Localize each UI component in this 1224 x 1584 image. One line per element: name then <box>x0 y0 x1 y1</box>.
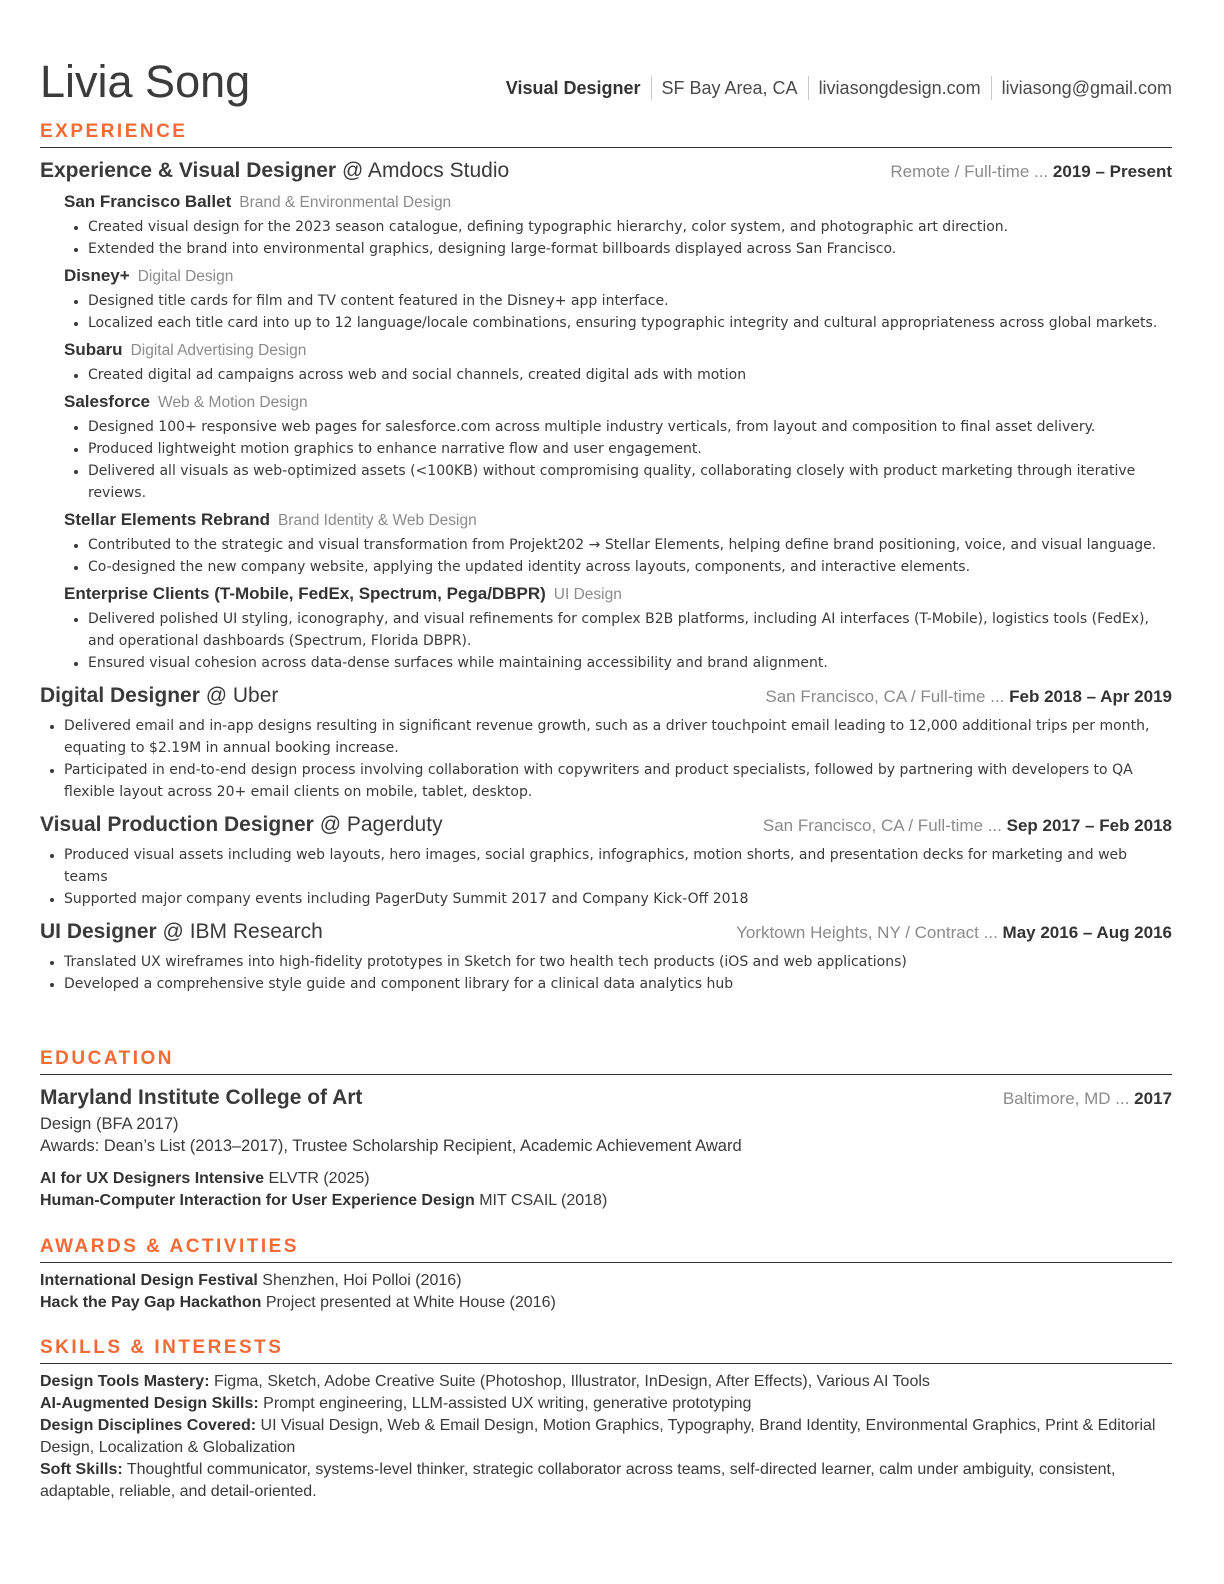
course-detail: ELVTR (2025) <box>268 1170 370 1187</box>
bullet-item: • Delivered all visuals as web-optimized assets (<100KB) without compromising quality, collaborating closely with product marketing through iterative reviews. <box>88 460 1172 504</box>
location: SF Bay Area, CA <box>651 76 808 100</box>
education-section <box>40 1047 1172 1212</box>
award-name: Hack the Pay Gap Hackathon <box>40 1294 262 1311</box>
job-entry <box>40 682 1172 803</box>
skill-label: Soft Skills: <box>40 1461 123 1478</box>
client-name: Salesforce <box>64 392 150 411</box>
job-location: San Francisco, CA / Full-time ... <box>765 687 1005 706</box>
job-location: San Francisco, CA / Full-time ... <box>762 816 1002 835</box>
school-name: Maryland Institute College of Art <box>40 1086 363 1109</box>
bullet-list <box>64 608 1172 674</box>
bullet-list <box>40 715 1172 803</box>
award-list <box>40 1270 1172 1314</box>
client-category: Web & Motion Design <box>158 394 308 411</box>
graduation-year: 2017 <box>1134 1089 1172 1108</box>
bullet-item: • Co-designed the new company website, applying the updated identity across layouts, components, and interactive elements. <box>88 556 1172 578</box>
bullet-item: • Developed a comprehensive style guide and component library for a clinical data analytics hub <box>64 973 1172 995</box>
bullet-list <box>64 290 1172 334</box>
job-header <box>40 157 1172 186</box>
skill-item <box>40 1393 1172 1415</box>
job-dates: May 2016 – Aug 2016 <box>1002 923 1172 942</box>
job-role: UI Designer <box>40 920 157 943</box>
bullet-list <box>64 416 1172 504</box>
degree: Design (BFA 2017) <box>40 1115 179 1133</box>
job-company: @ Pagerduty <box>319 813 443 836</box>
bullet-list <box>64 364 1172 386</box>
skill-value: Figma, Sketch, Adobe Creative Suite (Photoshop, Illustrator, InDesign, After Effects), Various AI Tools <box>213 1373 930 1390</box>
bullet-item: • Ensured visual cohesion across data-dense surfaces while maintaining accessibility and brand alignment. <box>88 652 1172 674</box>
job-header <box>40 811 1172 840</box>
bullet-list <box>40 951 1172 995</box>
section-heading: AWARDS & ACTIVITIES <box>40 1235 1172 1263</box>
bullet-item: • Supported major company events including PagerDuty Summit 2017 and Company Kick-Off 2018 <box>64 888 1172 910</box>
award-detail: Project presented at White House (2016) <box>265 1294 556 1311</box>
awards-section <box>40 1235 1172 1314</box>
client-block <box>64 265 1172 334</box>
job-role: Visual Production Designer <box>40 813 314 836</box>
client-category: Digital Design <box>137 268 234 285</box>
bullet-item: • Contributed to the strategic and visual transformation from Projekt202 → Stellar Elements, helping define brand positioning, voice, and visual language. <box>88 534 1172 556</box>
skill-list <box>40 1371 1172 1503</box>
job-dates: Sep 2017 – Feb 2018 <box>1006 816 1172 835</box>
course-list <box>40 1168 1172 1212</box>
section-heading: EXPERIENCE <box>40 120 1172 148</box>
bullet-item: • Localized each title card into up to 12 language/locale combinations, ensuring typographic integrity and cultural appropriateness across global markets. <box>88 312 1172 334</box>
bullet-item: • Produced lightweight motion graphics to enhance narrative flow and user engagement. <box>88 438 1172 460</box>
client-category: Digital Advertising Design <box>130 342 307 359</box>
job-header <box>40 682 1172 711</box>
job-title: Visual Designer <box>505 78 641 98</box>
job-header <box>40 918 1172 947</box>
bullet-item: • Translated UX wireframes into high-fidelity prototypes in Sketch for two health tech products (iOS and web applications) <box>64 951 1172 973</box>
job-role: Digital Designer <box>40 684 200 707</box>
bullet-list <box>40 844 1172 910</box>
skill-item <box>40 1371 1172 1393</box>
client-block <box>64 583 1172 674</box>
job-dates: Feb 2018 – Apr 2019 <box>1009 687 1172 706</box>
bullet-item: • Designed title cards for film and TV content featured in the Disney+ app interface. <box>88 290 1172 312</box>
bullet-list <box>64 534 1172 578</box>
candidate-name: Livia Song <box>40 56 251 107</box>
job-company: @ Uber <box>205 684 279 707</box>
client-block <box>64 339 1172 386</box>
award-item <box>40 1292 1172 1314</box>
job-dates: 2019 – Present <box>1052 162 1172 181</box>
bullet-list <box>64 216 1172 260</box>
skill-item <box>40 1415 1172 1459</box>
skill-value: UI Visual Design, Web & Email Design, Motion Graphics, Typography, Brand Identity, Environmental Graphics, Print & Editorial Design, Localization & Globalization <box>40 1417 1156 1456</box>
job-entry <box>40 918 1172 995</box>
course-name: AI for UX Designers Intensive <box>40 1170 265 1187</box>
client-name: San Francisco Ballet <box>64 192 232 211</box>
skill-item <box>40 1459 1172 1503</box>
course-item <box>40 1190 1172 1212</box>
job-company: @ Amdocs Studio <box>341 159 510 182</box>
client-block <box>64 191 1172 260</box>
skill-label: Design Tools Mastery: <box>40 1373 210 1390</box>
award-name: International Design Festival <box>40 1272 258 1289</box>
section-heading: SKILLS & INTERESTS <box>40 1336 1172 1364</box>
education-awards: Awards: Dean’s List (2013–2017), Trustee Scholarship Recipient, Academic Achievement Award <box>40 1137 742 1155</box>
skill-value: Prompt engineering, LLM-assisted UX writing, generative prototyping <box>263 1395 752 1412</box>
skill-value: Thoughtful communicator, systems-level thinker, strategic collaborator across teams, self-directed learner, calm under ambiguity, consistent, adaptable, reliable, and detail-oriented. <box>40 1461 1116 1500</box>
section-heading: EDUCATION <box>40 1047 1172 1075</box>
job-location: Remote / Full-time ... <box>890 162 1049 181</box>
education-header <box>40 1084 1172 1113</box>
skill-label: Design Disciplines Covered: <box>40 1417 257 1434</box>
course-detail: MIT CSAIL (2018) <box>479 1192 608 1209</box>
bullet-item: • Created digital ad campaigns across web and social channels, created digital ads with motion <box>88 364 1172 386</box>
job-location: Yorktown Heights, NY / Contract ... <box>736 923 998 942</box>
client-name: Enterprise Clients (T-Mobile, FedEx, Spectrum, Pega/DBPR) <box>64 584 546 603</box>
client-category: Brand & Environmental Design <box>239 194 452 211</box>
bullet-item: • Delivered polished UI styling, iconography, and visual refinements for complex B2B platforms, including AI interfaces (T-Mobile), logistics tools (FedEx), and operational dashboards (Spectrum, Florida DBPR). <box>88 608 1172 652</box>
bullet-item: • Designed 100+ responsive web pages for salesforce.com across multiple industry verticals, from layout and composition to final asset delivery. <box>88 416 1172 438</box>
award-detail: Shenzhen, Hoi Polloi (2016) <box>262 1272 462 1289</box>
bullet-item: • Produced visual assets including web layouts, hero images, social graphics, infographics, motion shorts, and presentation decks for marketing and web teams <box>64 844 1172 888</box>
experience-section <box>40 120 1172 995</box>
bullet-item: • Delivered email and in-app designs resulting in significant revenue growth, such as a driver touchpoint email leading to 12,000 additional trips per month, equating to $2.19M in annual booking increase. <box>64 715 1172 759</box>
course-name: Human-Computer Interaction for User Experience Design <box>40 1192 475 1209</box>
bullet-item: • Extended the brand into environmental graphics, designing large-format billboards displayed across San Francisco. <box>88 238 1172 260</box>
bullet-item: • Participated in end-to-end design process involving collaboration with copywriters and product specialists, followed by partnering with developers to QA flexible layout across 20+ email clients on mobile, tablet, desktop. <box>64 759 1172 803</box>
client-block <box>64 509 1172 578</box>
job-company: @ IBM Research <box>162 920 323 943</box>
award-item <box>40 1270 1172 1292</box>
client-name: Subaru <box>64 340 123 359</box>
skills-section <box>40 1336 1172 1503</box>
client-name: Stellar Elements Rebrand <box>64 510 270 529</box>
resume-header <box>40 54 1172 114</box>
email-link[interactable]: liviasong@gmail.com <box>991 76 1172 100</box>
client-name: Disney+ <box>64 266 130 285</box>
job-entry <box>40 157 1172 674</box>
job-entry <box>40 811 1172 910</box>
contact-line <box>496 76 1172 100</box>
client-category: UI Design <box>553 586 622 603</box>
bullet-item: • Created visual design for the 2023 season catalogue, defining typographic hierarchy, color system, and photographic art direction. <box>88 216 1172 238</box>
client-block <box>64 391 1172 504</box>
skill-label: AI-Augmented Design Skills: <box>40 1395 259 1412</box>
school-location: Baltimore, MD ... <box>1002 1089 1130 1108</box>
job-role: Experience & Visual Designer <box>40 159 337 182</box>
course-item <box>40 1168 1172 1190</box>
website-link[interactable]: liviasongdesign.com <box>808 76 991 100</box>
client-category: Brand Identity & Web Design <box>277 512 477 529</box>
